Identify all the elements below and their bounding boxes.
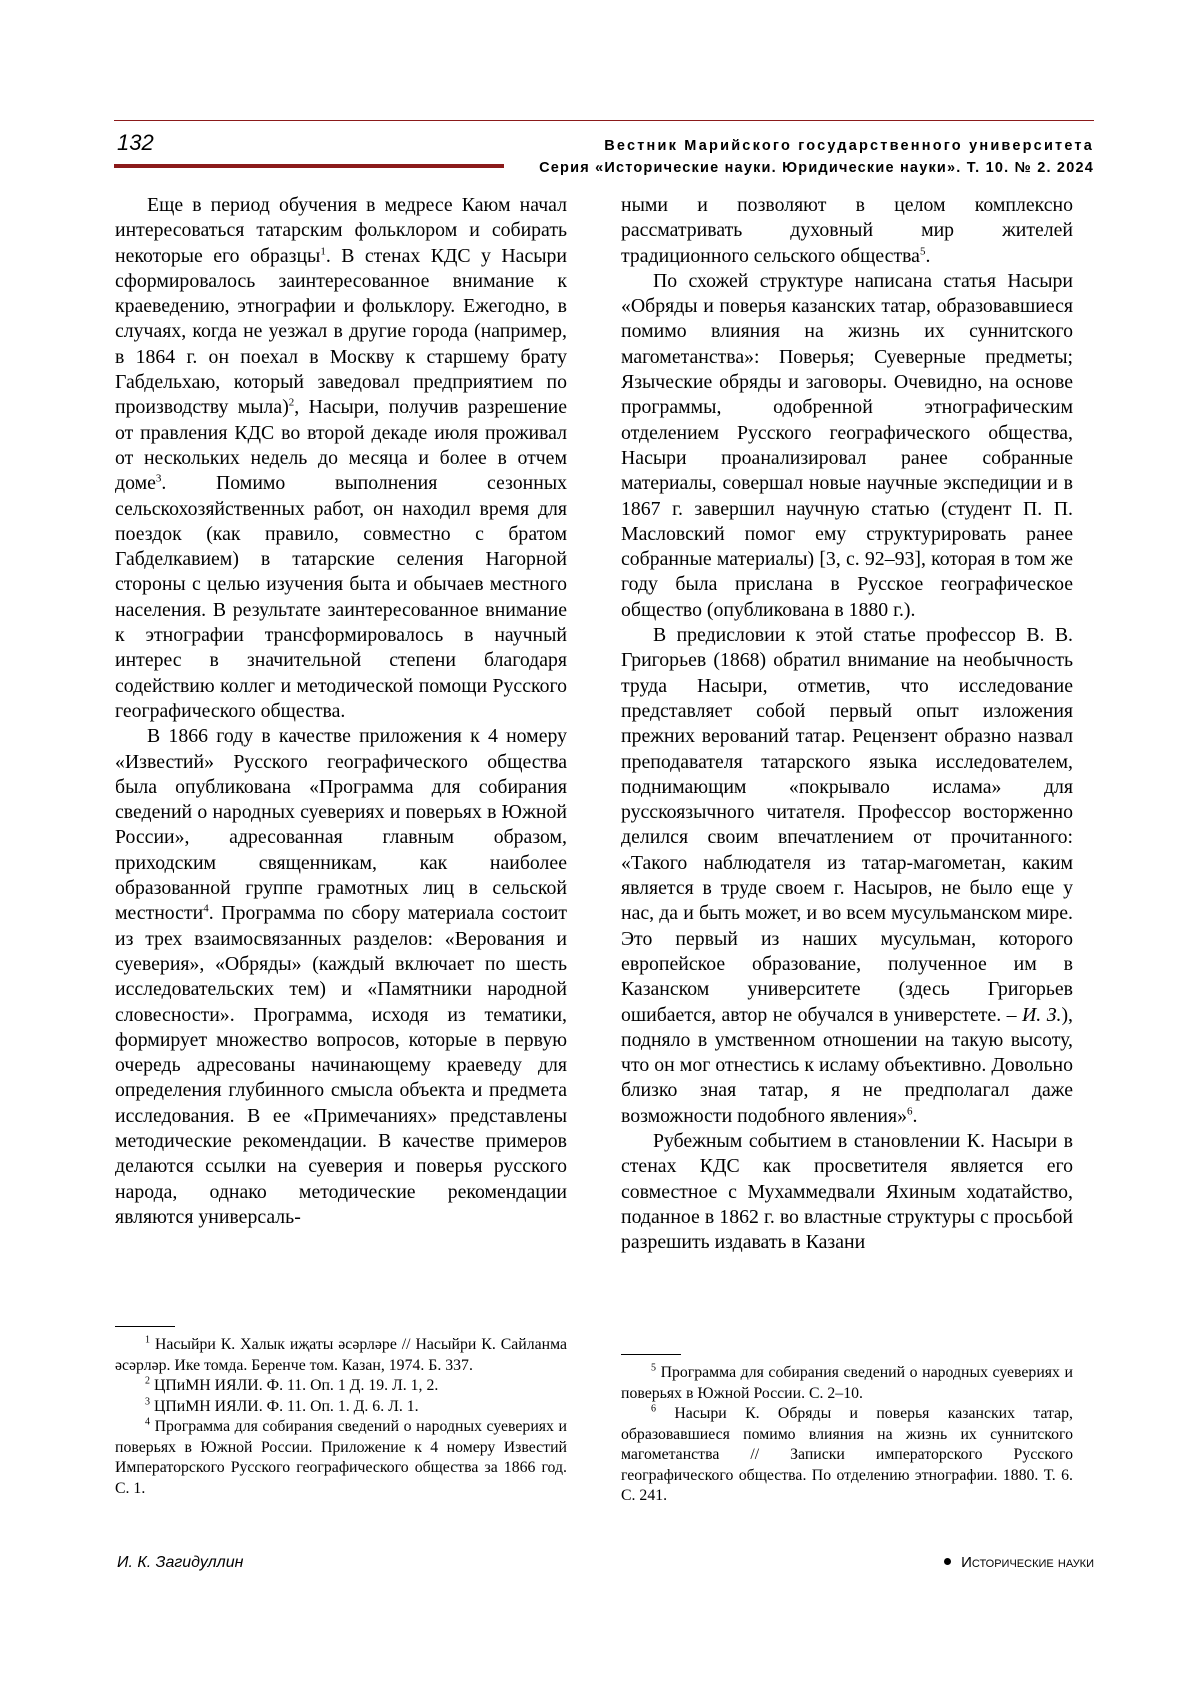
- footnote-number: 6: [651, 1403, 656, 1415]
- paragraph: [621, 623, 1073, 1129]
- paragraph: Рубежным событием в становлении К. Насыри в стенах КДС как просветителя является его совместное с Мухаммедвали Яхиным ходатайство, поданное в 1862 г. во властные структуры с просьбой разрешить издавать в Казани: [621, 1129, 1073, 1254]
- bullet-icon: [944, 1558, 951, 1565]
- footer-section-label: Исторические науки: [961, 1554, 1094, 1571]
- text-run: Еще в период обучения в медресе Каюм начал интересоваться татарским фольклором и собирать некоторые его образцы: [115, 194, 567, 267]
- footnote-ref[interactable]: 1: [320, 245, 326, 257]
- text-run: .: [925, 244, 931, 267]
- footnote-text: Насыйри К. Халык иҗаты әсәрләре // Насыйри К. Сайланма әсәрләр. Ике томда. Беренче том. Казан, 1974. Б. 337.: [115, 1336, 567, 1374]
- header-accent-rule: [114, 164, 504, 168]
- text-run: .: [912, 1104, 918, 1127]
- text-run: . Помимо выполнения сезонных сельскохозяйственных работ, он находил время для поездок (как правило, совместно с братом Габделкавием) в татарские селения Нагорной стороны с целью изучения быта и обычаев местного населения. В результате заинтересованное внимание к этнографии трансформировалось в научный интерес в значительной степени благодаря содействию коллег и методической помощи Русского географического общества.: [115, 472, 567, 722]
- footnote: [621, 1363, 1073, 1404]
- footnote-ref[interactable]: 6: [907, 1105, 913, 1118]
- footnote-ref[interactable]: 2: [288, 396, 295, 409]
- footnote-ref[interactable]: 5: [919, 245, 926, 257]
- text-run: . Программа по сбору материала состоит из трех взаимосвязанных разделов: «Верования и суеверия», «Обряды» (каждый включает по шесть исследовательских тем) и «Памятники народной словесности». Программа, исходя из тематики, формирует множество вопросов, которые в первую очередь адресованы начинающему краеведу для определения глубинного смысла объекта и предмета исследования. В ее «Примечаниях» представлены методические рекомендации. В качестве примеров делаются ссылки на суеверия и поверья русского народа, однако методические рекомендации являются универсаль-: [115, 902, 567, 1228]
- paragraph-continuation: [621, 193, 1073, 269]
- footnote-number: 1: [145, 1334, 150, 1346]
- footnote-number: 5: [651, 1362, 656, 1374]
- footnote: [621, 1404, 1073, 1507]
- text-run: В предисловии к этой статье профессор В. В. Григорьев (1868) обратил внимание на необычность труда Насыри, отметив, что исследование представляет собой первый опыт изложения прежних верований татар. Рецензент образно назвал преподавателя татарского языка исследователем, поднимающим «покрывало ислама» для русскоязычного читателя. Профессор восторженно делился своим впечатлением от прочитанного: «Такого наблюдателя из татар-магометан, каким является в труде своем г. Насыров, не было еще у нас, да и быть может, и во всем мусульманском мире. Это первый из наших мусульман, которого европейское образование, полученное им в Казанском университете (здесь Григорьев ошибается, автор не обучался в универстете. –: [621, 624, 1073, 1026]
- journal-title: Вестник Марийского государственного университета: [604, 138, 1094, 154]
- footnote: [115, 1376, 567, 1397]
- text-run: ными и позволяют в целом комплексно рассматривать духовный мир жителей традиционного сельского общества: [621, 194, 1073, 267]
- left-text-column: [115, 193, 567, 1230]
- footnote-number: 4: [145, 1416, 150, 1428]
- footnote-separator: [115, 1326, 175, 1327]
- author-initials: И. З.: [1022, 1003, 1062, 1026]
- footnote-text: Насыри К. Обряды и поверья казанских татар, образовавшиеся помимо влияния на жизнь их суннитского магометанства // Записки императорского Русского географического общества. По отделению этнографии. 1880. Т. 6. С. 241.: [621, 1405, 1073, 1504]
- footnote-text: Программа для собирания сведений о народных суевериях и поверьях в Южной России. С. 2–10.: [621, 1364, 1073, 1402]
- footnote-number: 3: [145, 1396, 150, 1408]
- text-run: ), подняло в умственном отношении на такую высоту, что он мог отнестись к исламу объективно. Довольно близко зная татар, я не предполагал даже возможности подобного явления»: [621, 1003, 1074, 1127]
- footnote: [115, 1417, 567, 1499]
- footer-section: [944, 1554, 1094, 1571]
- footnote-text: Программа для собирания сведений о народных суевериях и поверьях в Южной России. Приложение к 4 номеру Известий Императорского Русского географического общества за 1866 год. С. 1.: [115, 1418, 567, 1497]
- footer-author: И. К. Загидуллин: [117, 1554, 244, 1571]
- footnote-ref[interactable]: 3: [155, 472, 162, 485]
- header-top-rule: [114, 120, 1094, 121]
- page-number: 132: [117, 130, 154, 155]
- footnote: [115, 1397, 567, 1418]
- footnotes-right: [621, 1363, 1073, 1507]
- paragraph: По схожей структуре написана статья Насыри «Обряды и поверья казанских татар, образовавшиеся помимо влияния на жизнь их суннитского магометанства»: Поверья; Суеверные предметы; Языческие обряды и заговоры. Очевидно, на основе программы, одобренной этнографическим отделением Русского географического общества, Насыри проанализировал ранее собранные материалы, совершал новые научные экспедиции и в 1867 г. завершил научную статью (студент П. П. Масловский помог ему структурировать ранее собранные материалы) [3, с. 92–93], которая в том же году была прислана в Русское географическое общество (опубликована в 1880 г.).: [621, 269, 1073, 621]
- footnote-text: ЦПиМН ИЯЛИ. Ф. 11. Оп. 1 Д. 19. Л. 1, 2.: [150, 1377, 439, 1394]
- paragraph: [115, 724, 567, 1230]
- text-run: В 1866 году в качестве приложения к 4 номеру «Известий» Русского географического общества была опубликована «Программа для собирания сведений о народных суевериях и поверьях в Южной России», адресованная главным образом, приходским священникам, как наиболее образованной группе грамотных лиц в сельской местности: [115, 725, 567, 925]
- text-run: , Насыри, получив разрешение от правления КДС во второй декаде июля проживал от нескольких недель до месяца и более в отчем доме: [115, 396, 568, 495]
- footnotes-left: [115, 1335, 567, 1499]
- footnote-ref[interactable]: 4: [203, 902, 209, 915]
- footnote: [115, 1335, 567, 1376]
- footnote-text: ЦПиМН ИЯЛИ. Ф. 11. Оп. 1. Д. 6. Л. 1.: [150, 1397, 419, 1415]
- text-run: . В стенах КДС у Насыри сформировалось заинтересованное внимание к краеведению, этнографии и фольклору. Ежегодно, в случаях, когда не уезжал в другие города (например, в 1864 г. он поехал в Москву к старшему брату Габдельхаю, который заведовал предприятием по производству мыла): [115, 244, 567, 419]
- footnote-separator: [621, 1354, 681, 1355]
- footnote-number: 2: [145, 1375, 150, 1387]
- journal-series: Серия «Исторические науки. Юридические науки». Т. 10. № 2. 2024: [539, 160, 1094, 176]
- paragraph: [115, 193, 567, 724]
- right-text-column: [621, 193, 1073, 1255]
